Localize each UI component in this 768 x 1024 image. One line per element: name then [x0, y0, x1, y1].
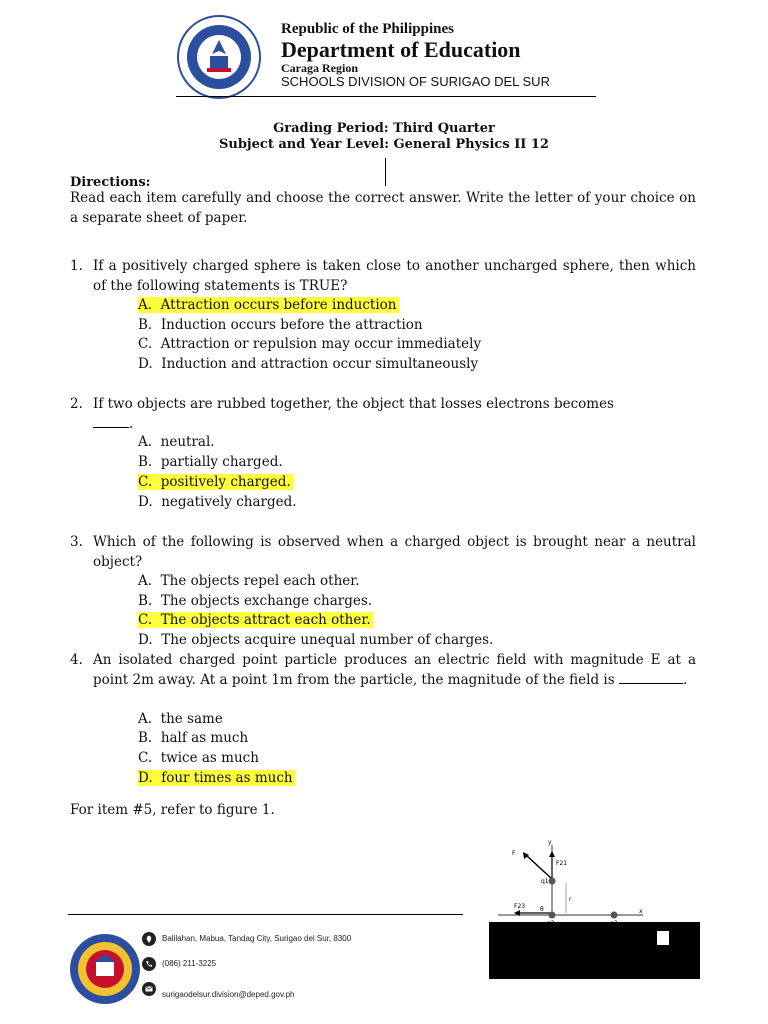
answer-blank [619, 671, 683, 684]
deped-seal [176, 14, 262, 100]
email-icon [142, 981, 156, 995]
footer-address: Balilahan, Mabua, Tandag City, Surigao del Sur, 8300 [162, 934, 352, 943]
phone-icon [142, 956, 156, 970]
q4-option-a: A. the same [138, 711, 223, 727]
answer-blank [93, 415, 129, 428]
physics-figure [478, 835, 678, 935]
f21-label: F21 [556, 860, 568, 867]
footer-divider [68, 914, 463, 915]
grading-period-title: Grading Period: Third Quarter [273, 121, 495, 136]
q3-option-b: B. The objects exchange charges. [138, 593, 373, 609]
q1-label: q1 [541, 878, 549, 885]
directions-label: Directions: [70, 175, 151, 190]
question-number: 1. [70, 258, 83, 274]
question-4 [70, 651, 696, 690]
directions-text: Read each item carefully and choose the correct answer. Write the letter of your choice on a separate sheet of paper. [70, 190, 696, 226]
question-text: If a positively charged sphere is taken close to another uncharged sphere, then which of the following statements is TRUE? [93, 258, 696, 294]
header-republic: Republic of the Philippines [281, 21, 454, 37]
redaction-notch [657, 931, 669, 945]
question-text: Which of the following is observed when a charged object is brought near a neutral object? [93, 534, 696, 570]
question-1 [70, 257, 696, 296]
q4-option-b: B. half as much [138, 730, 249, 746]
footer-email: surigaodelsur.division@deped.gov.ph [162, 990, 295, 999]
theta-label: θ [540, 906, 544, 913]
header-division: SCHOOLS DIVISION OF SURIGAO DEL SUR [281, 74, 550, 89]
question-number: 2. [70, 396, 83, 412]
question-3 [70, 533, 696, 572]
x-axis-label: x [639, 908, 643, 915]
q2-option-a: A. neutral. [138, 434, 215, 450]
header-region: Caraga Region [281, 61, 358, 75]
q4-option-c: C. twice as much [138, 750, 259, 766]
question-text: If two objects are rubbed together, the object that losses electrons becomes . [93, 396, 614, 432]
q1-option-a: A. Attraction occurs before induction [138, 297, 397, 313]
header-divider [176, 96, 596, 97]
q2-option-b: B. partially charged. [138, 454, 283, 470]
q3-option-d: D. The objects acquire unequal number of charges. [138, 632, 494, 648]
q1-option-b: B. Induction occurs before the attraction [138, 317, 423, 333]
question-number: 3. [70, 534, 83, 550]
question-2 [70, 395, 696, 434]
footer-phone: (086) 211-3225 [162, 959, 217, 968]
q3-option-c: C. The objects attract each other. [138, 612, 371, 628]
q1-option-c: C. Attraction or repulsion may occur immediately [138, 336, 482, 352]
division-logo [68, 932, 142, 1006]
q4-option-d: D. four times as much [138, 770, 293, 786]
subject-title: Subject and Year Level: General Physics II 12 [219, 137, 549, 152]
location-icon [142, 931, 156, 945]
f-label: F [512, 850, 516, 857]
question-number: 4. [70, 652, 83, 668]
q2-option-d: D. negatively charged. [138, 494, 297, 510]
f23-label: F23 [514, 903, 526, 910]
header-department: Department of Education [281, 37, 521, 62]
refer-text: For item #5, refer to figure 1. [70, 802, 275, 818]
r-label: r [569, 896, 572, 903]
q1-option-d: D. Induction and attraction occur simultaneously [138, 356, 479, 372]
question-text: An isolated charged point particle produces an electric field with magnitude E at a point 2m away. At a point 1m from the particle, the magnitude of the field is . [93, 652, 696, 688]
y-axis-label: y [548, 839, 552, 846]
q3-option-a: A. The objects repel each other. [138, 573, 360, 589]
q2-option-c: C. positively charged. [138, 474, 291, 490]
text-cursor [385, 158, 386, 186]
